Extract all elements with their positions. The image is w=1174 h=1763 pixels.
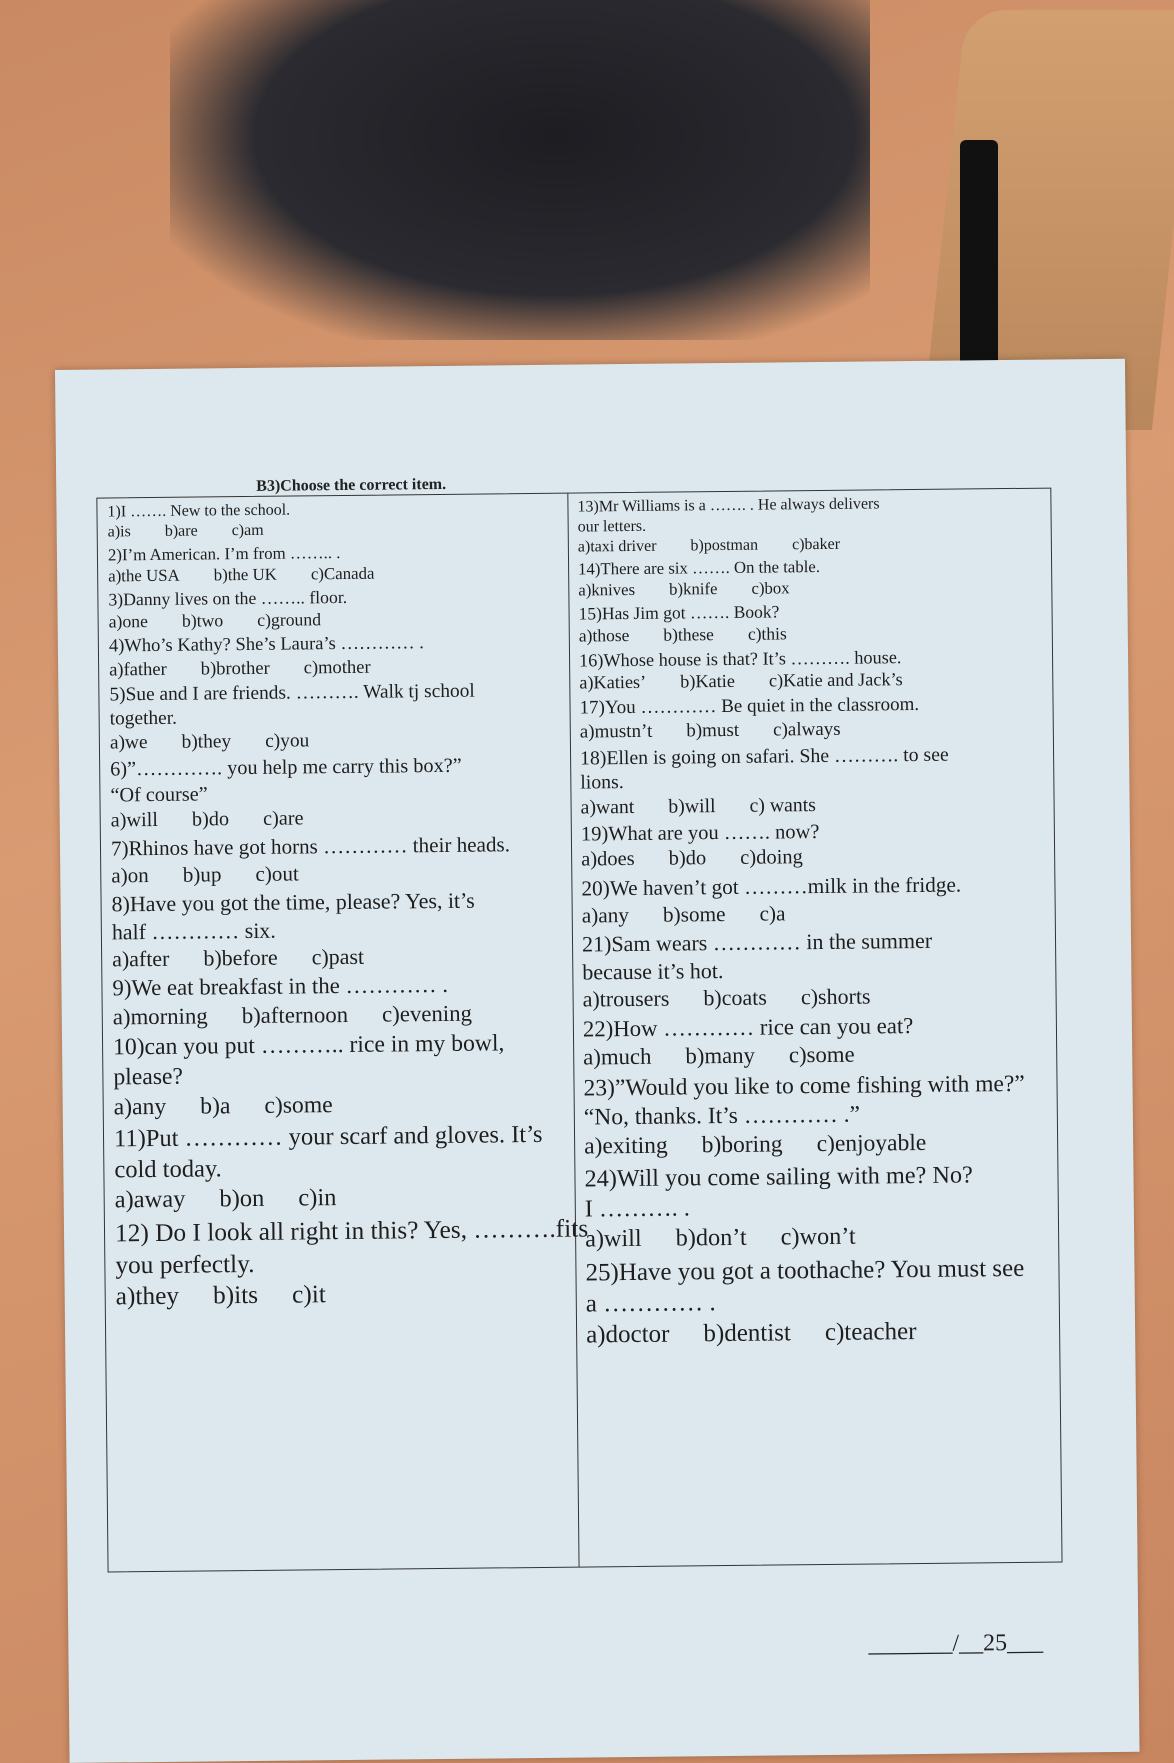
question-block <box>581 817 1052 873</box>
question-block <box>584 1159 1055 1255</box>
answer-option: c)teacher <box>824 1318 917 1347</box>
question-text: cold today. <box>114 1154 222 1184</box>
question-block <box>109 678 565 756</box>
question-text: 11)Put ………… your scarf and gloves. It’s <box>113 1121 543 1153</box>
answer-option: c)mother <box>303 656 371 678</box>
question-text: 1)I ……. New to the school. <box>107 501 291 521</box>
answer-options <box>109 606 564 633</box>
answer-option: c)out <box>255 861 299 886</box>
answer-options <box>111 804 566 834</box>
question-block <box>583 1069 1054 1162</box>
answer-option: b)don’t <box>675 1224 747 1252</box>
answer-option: a)much <box>583 1043 652 1070</box>
answer-option: a)taxi driver <box>577 537 657 556</box>
question-text: 18)Ellen is going on safari. She ………. to see <box>579 743 949 770</box>
answer-options <box>109 653 564 681</box>
answer-option: c)some <box>788 1041 855 1068</box>
score-line: _______/__25___ <box>868 1629 1044 1658</box>
question-block <box>114 1214 589 1314</box>
question-text: please? <box>113 1063 184 1091</box>
question-text: 8)Have you got the time, please? Yes, it’s <box>111 887 475 917</box>
answer-option: b)they <box>181 731 232 753</box>
answer-option: a)on <box>111 862 149 888</box>
answer-options <box>580 716 1050 745</box>
answer-option: b)some <box>662 901 726 927</box>
answer-option: c)am <box>231 521 264 540</box>
answer-option: b)afternoon <box>241 1001 349 1028</box>
answer-option: a)away <box>114 1185 186 1214</box>
answer-option: b)brother <box>200 657 270 680</box>
answer-options <box>108 518 563 543</box>
answer-option: c)shorts <box>800 983 871 1010</box>
answer-options <box>582 981 1052 1013</box>
question-block <box>582 926 1053 1013</box>
question-block <box>114 1120 570 1217</box>
answer-option: b)do <box>668 847 707 871</box>
answer-option: c)this <box>747 623 787 644</box>
answer-option: a)exiting <box>584 1132 668 1160</box>
answer-option: a)those <box>578 624 630 646</box>
question-text: 14)There are six ……. On the table. <box>578 557 821 579</box>
question-text: 7)Rhinos have got horns ………… their heads. <box>110 832 511 861</box>
answer-options <box>110 727 565 756</box>
answer-option: c)some <box>264 1091 333 1119</box>
answer-option: c)evening <box>381 1000 473 1027</box>
question-block <box>110 753 566 834</box>
question-text: 12) Do I look all right in this? Yes, ……….fits <box>114 1214 589 1248</box>
answer-options <box>584 1128 1054 1162</box>
question-block <box>579 692 1049 744</box>
question-text: 9)We eat breakfast in the ………… . <box>112 972 449 1001</box>
answer-option: c)Katie and Jack’s <box>768 669 903 691</box>
answer-option: c)enjoyable <box>816 1130 927 1158</box>
answer-options <box>115 1181 570 1216</box>
question-block <box>581 871 1052 929</box>
question-text: 5)Sue and I are friends. ………. Walk tj school <box>109 680 475 706</box>
question-text: 25)Have you got a toothache? You must see <box>585 1254 1025 1287</box>
answer-option: a)after <box>112 945 170 972</box>
question-text: 6)”…………. you help me carry this box?” <box>110 755 462 781</box>
question-text: I ………. . <box>584 1194 691 1223</box>
answer-options <box>116 1277 571 1313</box>
question-block <box>578 555 1048 602</box>
answer-option: a)want <box>580 796 635 819</box>
answer-option: a)any <box>581 902 630 928</box>
answer-option: a)the USA <box>108 565 180 586</box>
answer-option: a)does <box>581 848 635 871</box>
answer-option: a)doctor <box>585 1320 670 1349</box>
answer-option: c)box <box>751 578 790 598</box>
answer-options <box>585 1220 1055 1255</box>
answer-option: b)its <box>212 1281 259 1310</box>
question-text: “Of course” <box>110 783 208 807</box>
answer-options <box>579 620 1049 647</box>
question-text: 15)Has Jim got ……. Book? <box>578 601 780 624</box>
answer-options <box>582 897 1052 928</box>
answer-option: a)morning <box>112 1003 208 1030</box>
answer-options <box>580 791 1050 821</box>
answer-option: b)Katie <box>680 671 736 692</box>
question-text: 23)”Would you like to come fishing with me?” <box>583 1070 1025 1102</box>
question-block <box>577 493 1048 558</box>
question-block <box>112 970 568 1032</box>
answer-option: c)always <box>772 718 841 741</box>
answer-option: a)is <box>107 523 131 541</box>
question-block <box>580 741 1051 820</box>
answer-option: c)ground <box>257 609 322 631</box>
question-block <box>579 644 1049 695</box>
answer-options <box>578 533 1048 558</box>
question-block <box>111 831 567 888</box>
answer-option: c) wants <box>749 794 816 817</box>
question-block <box>108 540 563 587</box>
answer-option: b)these <box>663 623 714 645</box>
answer-option: b)must <box>686 719 740 742</box>
answer-option: a)will <box>584 1225 642 1253</box>
answer-option: a)they <box>115 1282 180 1311</box>
answer-option: c)Canada <box>310 563 375 584</box>
answer-option: c)in <box>298 1184 337 1212</box>
question-text: because it’s hot. <box>582 957 724 985</box>
answer-option: c)it <box>291 1280 327 1309</box>
question-text: 3)Danny lives on the …….. floor. <box>108 587 348 610</box>
answer-options <box>112 941 567 973</box>
answer-options <box>586 1315 1056 1351</box>
question-text: “No, thanks. It’s ………… .” <box>583 1101 861 1131</box>
question-text: 2)I’m American. I’m from …….. . <box>107 543 341 565</box>
background-shadow <box>170 0 870 340</box>
question-text: 16)Whose house is that? It’s ………. house. <box>578 646 902 671</box>
answer-option: b)do <box>191 808 230 831</box>
answer-options <box>581 843 1051 874</box>
answer-option: b)dentist <box>703 1319 792 1348</box>
question-text: a ………… . <box>585 1289 716 1318</box>
answer-option: a)Katies’ <box>579 672 647 693</box>
question-block <box>111 886 567 973</box>
answer-option: b)boring <box>701 1131 783 1159</box>
answer-option: b)on <box>219 1185 265 1213</box>
answer-option: a)any <box>113 1093 167 1120</box>
answer-option: a)will <box>110 809 159 832</box>
answer-option: b)many <box>685 1042 756 1069</box>
questions-table <box>96 488 1062 1573</box>
answer-option: b)postman <box>690 536 759 555</box>
answer-option: c)a <box>759 901 786 926</box>
left-column <box>107 498 589 1316</box>
right-column <box>577 493 1056 1353</box>
question-text: 17)You ………… Be quiet in the classroom. <box>579 694 920 719</box>
question-text: 13)Mr Williams is a ……. . He always delivers <box>577 495 880 516</box>
answer-option: c)are <box>262 807 304 830</box>
answer-option: c)past <box>311 943 365 970</box>
answer-options <box>111 857 566 888</box>
answer-option: c)you <box>265 730 310 753</box>
question-text: 4)Who’s Kathy? She’s Laura’s ………… . <box>108 632 424 657</box>
answer-option: b)two <box>181 610 224 631</box>
question-block <box>113 1029 569 1122</box>
question-text: together. <box>109 707 178 730</box>
question-block <box>585 1252 1056 1351</box>
answer-option: a)trousers <box>582 985 670 1012</box>
answer-option: b)the UK <box>213 564 277 585</box>
answer-option: a)we <box>109 732 148 754</box>
answer-option: b)will <box>668 795 716 818</box>
question-text: 24)Will you come sailing with me? No? <box>584 1161 973 1193</box>
answer-option: a)mustn’t <box>579 720 653 743</box>
answer-option: b)before <box>203 944 278 971</box>
question-text: 21)Sam wears ………… in the summer <box>581 928 933 957</box>
question-text: lions. <box>580 771 624 794</box>
answer-option: b)knife <box>668 579 718 599</box>
question-block <box>109 630 564 681</box>
question-text: 10)can you put ……….. rice in my bowl, <box>112 1030 505 1061</box>
answer-option: c)doing <box>740 846 803 870</box>
question-text: you perfectly. <box>115 1249 255 1280</box>
answer-options <box>113 999 568 1032</box>
answer-option: b)a <box>200 1092 231 1120</box>
question-text: our letters. <box>577 517 647 536</box>
question-text: 20)We haven’t got ………milk in the fridge. <box>581 872 962 901</box>
answer-option: a)father <box>109 658 167 680</box>
answer-option: c)won’t <box>780 1222 856 1251</box>
answer-options <box>583 1039 1053 1072</box>
answer-options <box>114 1088 569 1122</box>
section-heading: B3)Choose the correct item. <box>256 475 447 495</box>
answer-options <box>108 561 563 587</box>
chair-clip <box>960 140 998 370</box>
answer-option: c)baker <box>791 535 841 554</box>
question-text: half ………… six. <box>111 917 276 944</box>
question-block <box>108 584 563 633</box>
answer-option: a)one <box>108 611 149 632</box>
answer-option: a)knives <box>578 579 636 600</box>
answer-option: b)up <box>182 862 222 887</box>
question-text: 19)What are you ……. now? <box>580 820 820 846</box>
worksheet-paper <box>55 359 1140 1763</box>
answer-options <box>579 667 1049 695</box>
question-block <box>583 1010 1054 1072</box>
answer-option: b)are <box>164 522 198 540</box>
column-divider <box>567 494 579 1567</box>
question-text: 22)How ………… rice can you eat? <box>582 1012 914 1042</box>
question-block <box>107 498 562 543</box>
question-block <box>578 598 1048 647</box>
answer-option: b)coats <box>703 984 768 1011</box>
answer-options <box>578 576 1048 602</box>
